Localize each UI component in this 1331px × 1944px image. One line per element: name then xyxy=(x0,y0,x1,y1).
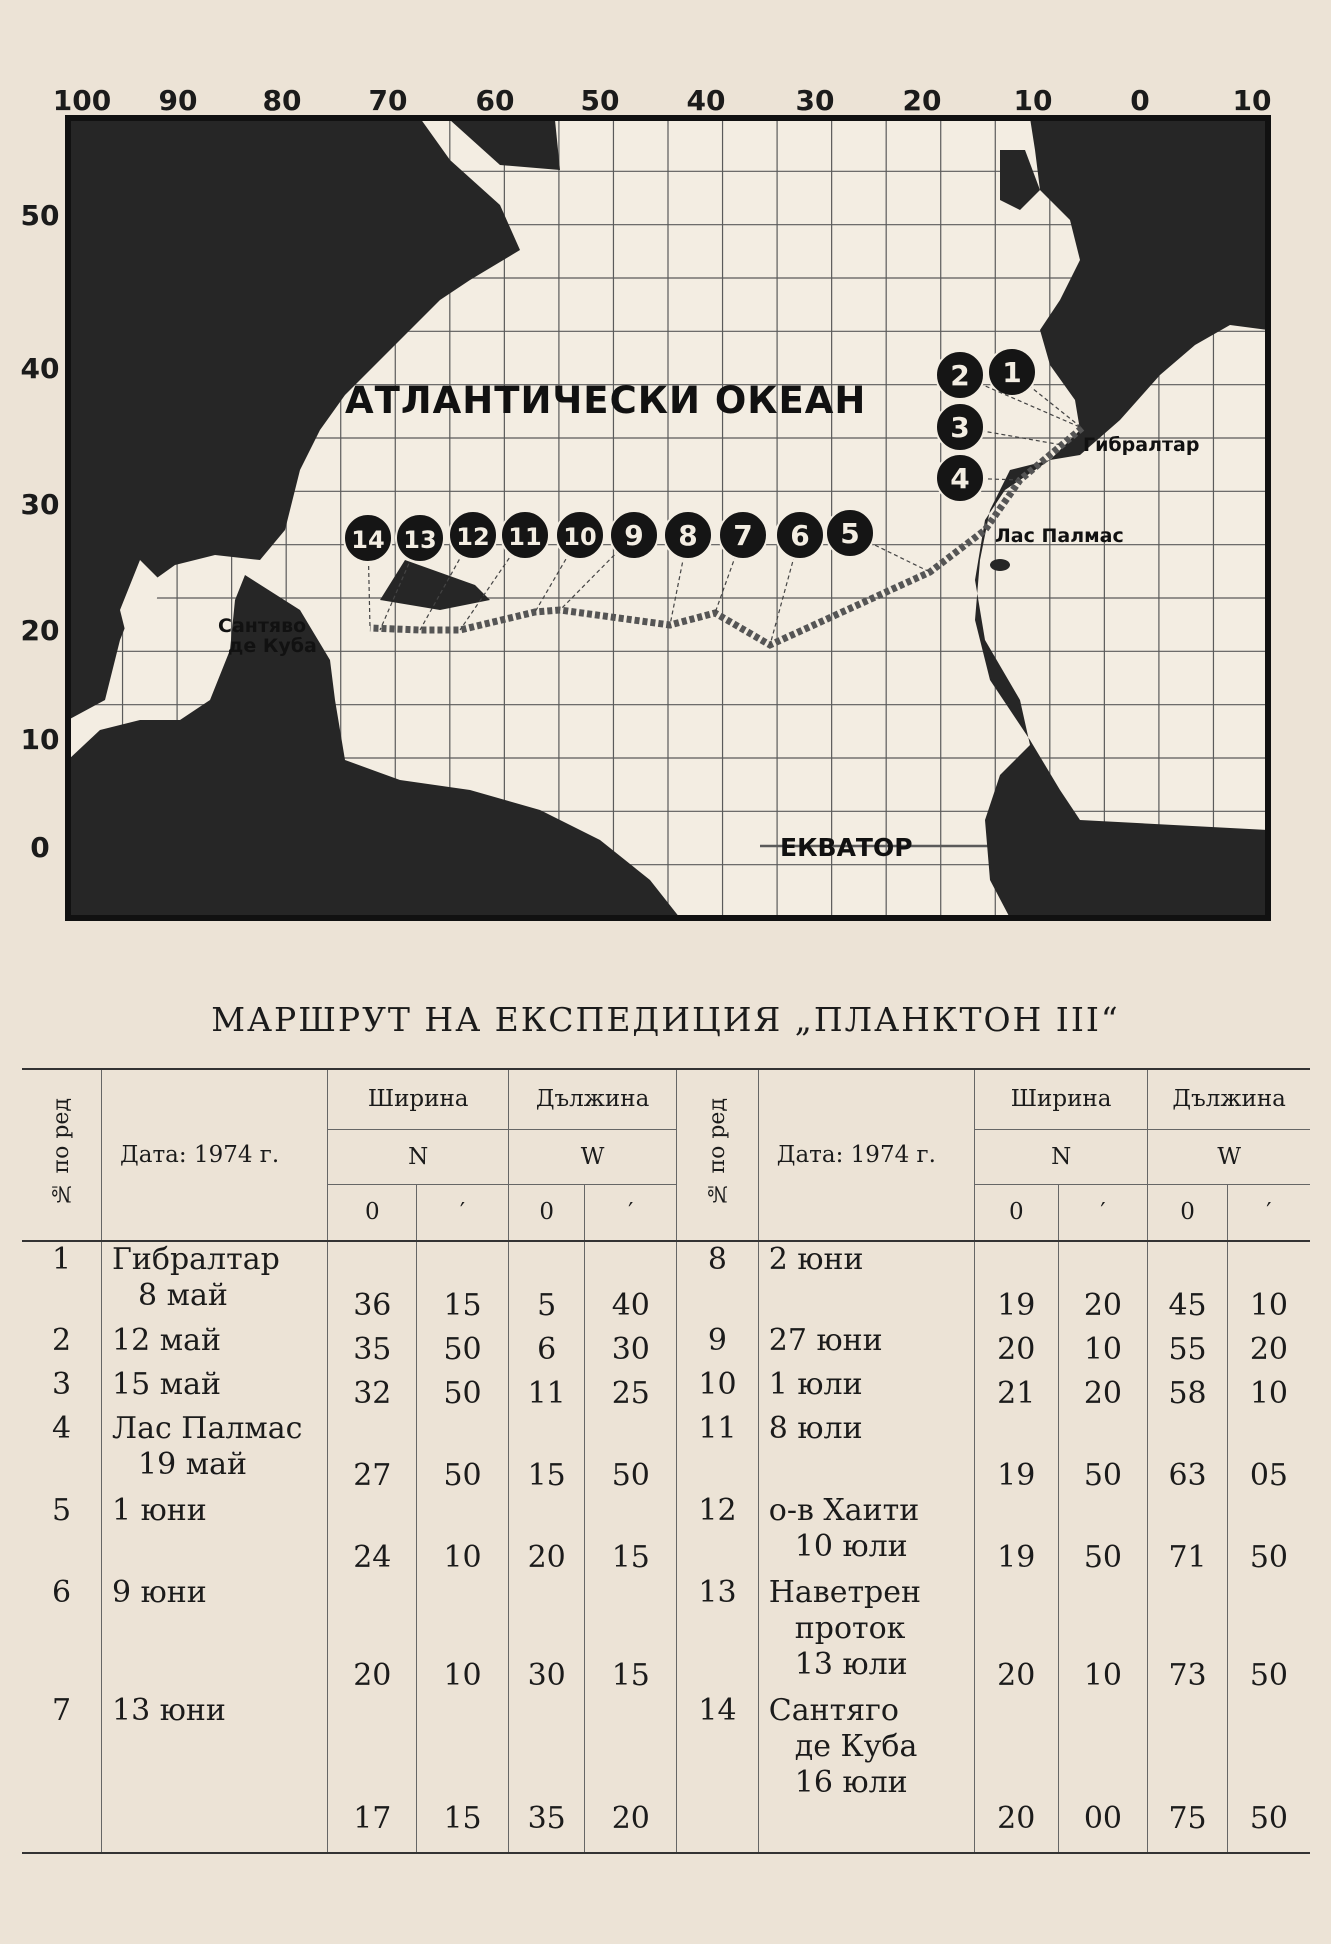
latitude-minutes: 10 xyxy=(417,1493,509,1575)
longitude-degrees: 71 xyxy=(1148,1493,1228,1575)
longitude-tick-label: 60 xyxy=(475,84,515,117)
station-number: 14 xyxy=(351,526,385,554)
latitude-tick-label: 30 xyxy=(20,488,60,521)
date-line: 16 юли xyxy=(794,1765,908,1800)
date-line: Гибралтар xyxy=(112,1242,280,1277)
longitude-tick-label: 90 xyxy=(158,84,198,117)
row-date xyxy=(758,1241,974,1323)
row-date xyxy=(102,1575,328,1693)
date-header-left: Дата: 1974 г. xyxy=(102,1069,328,1241)
table-row xyxy=(22,1493,1310,1575)
date-line: Сантяго xyxy=(768,1693,899,1728)
latitude-minutes: 00 xyxy=(1058,1693,1148,1853)
date-header-right: Дата: 1974 г. xyxy=(758,1069,974,1241)
longitude-degrees: 45 xyxy=(1148,1241,1228,1323)
table-row xyxy=(22,1367,1310,1411)
date-line: о-в Хаити xyxy=(768,1493,920,1528)
las-palmas-label: Лас Палмас xyxy=(995,525,1124,547)
latitude-degrees: 36 xyxy=(328,1241,417,1323)
min-head: ′ xyxy=(585,1184,677,1241)
longitude-tick-label: 0 xyxy=(1130,84,1150,117)
longitude-header-right: Дължина xyxy=(1148,1069,1310,1129)
lat-n-left: N xyxy=(328,1129,509,1184)
latitude-degrees: 27 xyxy=(328,1411,417,1493)
santiago-label-line2: де Куба xyxy=(228,635,317,657)
date-line: 13 юли xyxy=(794,1647,908,1682)
latitude-degrees: 19 xyxy=(974,1493,1058,1575)
row-number: 6 xyxy=(51,1575,72,1610)
row-number: 2 xyxy=(51,1323,72,1358)
date-line: 12 май xyxy=(112,1323,221,1358)
latitude-degrees: 20 xyxy=(328,1575,417,1693)
latitude-minutes: 50 xyxy=(1058,1493,1148,1575)
latitude-degrees: 19 xyxy=(974,1241,1058,1323)
deg-head: 0 xyxy=(328,1184,417,1241)
lat-n-right: N xyxy=(974,1129,1147,1184)
latitude-minutes: 10 xyxy=(417,1575,509,1693)
date-line: 13 юни xyxy=(112,1693,226,1728)
latitude-minutes: 10 xyxy=(1058,1575,1148,1693)
date-line: де Куба xyxy=(794,1729,918,1764)
longitude-degrees: 73 xyxy=(1148,1575,1228,1693)
station-number: 7 xyxy=(733,519,753,552)
longitude-degrees: 20 xyxy=(508,1493,584,1575)
longitude-tick-label: 40 xyxy=(686,84,726,117)
latitude-degrees: 24 xyxy=(328,1493,417,1575)
latitude-header-right: Ширина xyxy=(974,1069,1147,1129)
longitude-minutes: 30 xyxy=(585,1323,677,1367)
table-row xyxy=(22,1693,1310,1853)
deg-head: 0 xyxy=(1148,1184,1228,1241)
row-date xyxy=(102,1411,328,1493)
longitude-tick-label: 50 xyxy=(580,84,620,117)
latitude-header-left: Ширина xyxy=(328,1069,509,1129)
min-head: ′ xyxy=(1227,1184,1310,1241)
longitude-tick-label: 30 xyxy=(795,84,835,117)
deg-head: 0 xyxy=(974,1184,1058,1241)
row-number: 4 xyxy=(51,1411,72,1446)
longitude-degrees: 5 xyxy=(508,1241,584,1323)
date-line: 8 юли xyxy=(768,1411,863,1446)
longitude-degrees: 35 xyxy=(508,1693,584,1853)
latitude-degrees: 19 xyxy=(974,1411,1058,1493)
longitude-minutes: 10 xyxy=(1227,1241,1310,1323)
latitude-minutes: 20 xyxy=(1058,1241,1148,1323)
station-number: 3 xyxy=(950,411,970,444)
date-line: 1 юли xyxy=(768,1367,863,1402)
date-line: проток xyxy=(794,1611,906,1646)
lon-w-left: W xyxy=(508,1129,676,1184)
longitude-minutes: 10 xyxy=(1227,1367,1310,1411)
row-date xyxy=(102,1493,328,1575)
station-number: 1 xyxy=(1002,356,1022,389)
longitude-degrees: 11 xyxy=(508,1367,584,1411)
ocean-label: АТЛАНТИЧЕСКИ ОКЕАН xyxy=(345,379,867,422)
date-line: 10 юли xyxy=(794,1529,908,1564)
latitude-minutes: 15 xyxy=(417,1241,509,1323)
longitude-minutes: 50 xyxy=(585,1411,677,1493)
station-number: 2 xyxy=(950,359,970,392)
longitude-minutes: 50 xyxy=(1227,1693,1310,1853)
row-date xyxy=(102,1367,328,1411)
station-number: 4 xyxy=(950,462,970,495)
latitude-degrees: 20 xyxy=(974,1693,1058,1853)
row-date xyxy=(102,1323,328,1367)
deg-head: 0 xyxy=(508,1184,584,1241)
row-number: 11 xyxy=(677,1411,759,1493)
station-number: 6 xyxy=(790,519,810,552)
row-number: 9 xyxy=(677,1323,759,1367)
row-number: 14 xyxy=(677,1693,759,1853)
date-line: 8 май xyxy=(138,1278,228,1313)
date-line: 27 юни xyxy=(768,1323,883,1358)
row-date xyxy=(758,1575,974,1693)
longitude-minutes: 15 xyxy=(585,1575,677,1693)
longitude-header-left: Дължина xyxy=(508,1069,676,1129)
route-table xyxy=(22,1068,1310,1854)
longitude-minutes: 50 xyxy=(1227,1575,1310,1693)
longitude-tick-label: 70 xyxy=(368,84,408,117)
latitude-minutes: 20 xyxy=(1058,1367,1148,1411)
row-number: 3 xyxy=(51,1367,72,1402)
station-number: 8 xyxy=(678,519,698,552)
station-number: 13 xyxy=(403,526,437,554)
station-number: 5 xyxy=(840,517,860,550)
station-number: 12 xyxy=(456,523,490,551)
expedition-map xyxy=(0,0,1331,940)
longitude-degrees: 6 xyxy=(508,1323,584,1367)
longitude-minutes: 20 xyxy=(1227,1323,1310,1367)
latitude-degrees: 35 xyxy=(328,1323,417,1367)
longitude-degrees: 15 xyxy=(508,1411,584,1493)
row-number: 10 xyxy=(677,1367,759,1411)
row-date xyxy=(102,1693,328,1853)
row-date xyxy=(102,1241,328,1323)
latitude-minutes: 15 xyxy=(417,1693,509,1853)
longitude-degrees: 30 xyxy=(508,1575,584,1693)
latitude-tick-label: 40 xyxy=(20,352,60,385)
row-date xyxy=(758,1693,974,1853)
row-number: 8 xyxy=(677,1241,759,1323)
latitude-minutes: 50 xyxy=(417,1367,509,1411)
longitude-degrees: 58 xyxy=(1148,1367,1228,1411)
row-date xyxy=(758,1411,974,1493)
longitude-tick-label: 10 xyxy=(1013,84,1053,117)
table-row xyxy=(22,1323,1310,1367)
longitude-minutes: 15 xyxy=(585,1493,677,1575)
longitude-degrees: 55 xyxy=(1148,1323,1228,1367)
table-row xyxy=(22,1241,1310,1323)
index-header-right: № по ред xyxy=(677,1069,759,1241)
date-line: Лас Палмас xyxy=(112,1411,303,1446)
longitude-minutes: 05 xyxy=(1227,1411,1310,1493)
longitude-minutes: 40 xyxy=(585,1241,677,1323)
longitude-minutes: 20 xyxy=(585,1693,677,1853)
longitude-tick-label: 20 xyxy=(902,84,942,117)
latitude-minutes: 10 xyxy=(1058,1323,1148,1367)
min-head: ′ xyxy=(417,1184,509,1241)
table-row xyxy=(22,1575,1310,1693)
latitude-degrees: 20 xyxy=(974,1323,1058,1367)
equator-label: ЕКВАТОР xyxy=(780,833,913,862)
row-number: 12 xyxy=(677,1493,759,1575)
latitude-degrees: 17 xyxy=(328,1693,417,1853)
map-figure xyxy=(0,0,1331,940)
date-line: 9 юни xyxy=(112,1575,207,1610)
latitude-tick-label: 50 xyxy=(20,199,60,232)
row-number: 13 xyxy=(677,1575,759,1693)
longitude-tick-label: 80 xyxy=(262,84,302,117)
longitude-degrees: 63 xyxy=(1148,1411,1228,1493)
index-header-left: № по ред xyxy=(22,1069,102,1241)
row-date xyxy=(758,1493,974,1575)
latitude-tick-label: 20 xyxy=(20,614,60,647)
longitude-tick-label: 100 xyxy=(52,84,112,117)
row-number: 1 xyxy=(51,1242,72,1277)
longitude-tick-label: 10 xyxy=(1232,84,1272,117)
latitude-tick-label: 0 xyxy=(30,831,50,864)
gibraltar-label: Гибралтар xyxy=(1083,434,1200,456)
row-number: 5 xyxy=(51,1493,72,1528)
latitude-minutes: 50 xyxy=(1058,1411,1148,1493)
longitude-degrees: 75 xyxy=(1148,1693,1228,1853)
longitude-minutes: 25 xyxy=(585,1367,677,1411)
station-number: 9 xyxy=(624,519,644,552)
lon-w-right: W xyxy=(1148,1129,1310,1184)
station-number: 11 xyxy=(508,523,542,551)
date-line: 2 юни xyxy=(768,1242,864,1277)
latitude-degrees: 21 xyxy=(974,1367,1058,1411)
date-line: 19 май xyxy=(138,1447,247,1482)
min-head: ′ xyxy=(1058,1184,1148,1241)
row-number: 7 xyxy=(51,1693,72,1728)
table-row xyxy=(22,1411,1310,1493)
longitude-minutes: 50 xyxy=(1227,1493,1310,1575)
date-line: 1 юни xyxy=(112,1493,207,1528)
row-date xyxy=(758,1323,974,1367)
latitude-minutes: 50 xyxy=(417,1323,509,1367)
santiago-label-line1: Сантяво xyxy=(218,615,307,637)
latitude-tick-label: 10 xyxy=(20,723,60,756)
date-line: Наветрен xyxy=(768,1575,922,1610)
date-line: 15 май xyxy=(112,1367,221,1402)
latitude-minutes: 50 xyxy=(417,1411,509,1493)
station-number: 10 xyxy=(563,523,597,551)
table-caption: МАРШРУТ НА ЕКСПЕДИЦИЯ „ПЛАНКТОН III“ xyxy=(211,1000,1120,1039)
latitude-degrees: 32 xyxy=(328,1367,417,1411)
latitude-degrees: 20 xyxy=(974,1575,1058,1693)
row-date xyxy=(758,1367,974,1411)
